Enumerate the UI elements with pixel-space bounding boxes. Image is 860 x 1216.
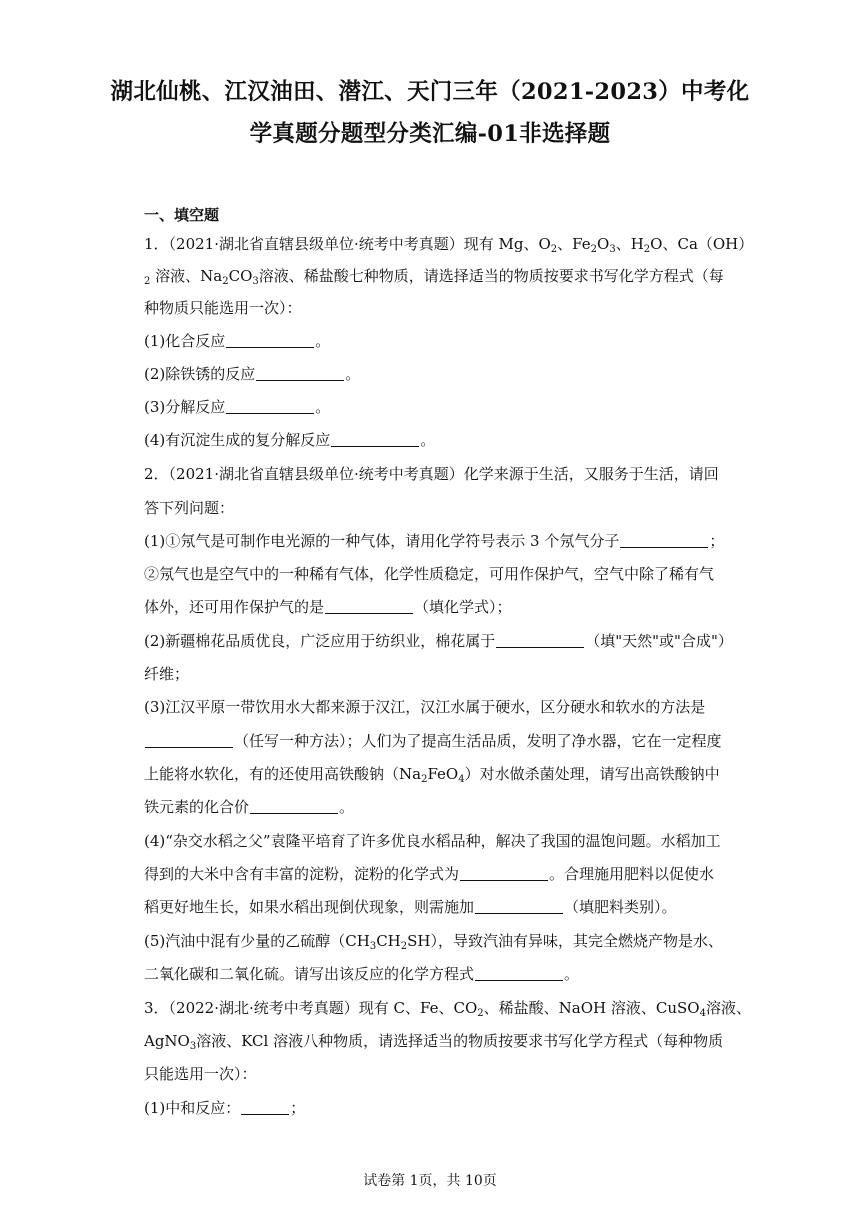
q1-line3: 种物质只能选用一次）： — [144, 299, 302, 317]
q2-line15: (5)汽油中混有少量的乙硫醇$(CH_3CH_2SH)$，导致汽油有异味，其完全燃烧产物是水、 — [144, 932, 723, 952]
answer-blank[interactable] — [250, 798, 338, 814]
q2-line7: 纤维； — [144, 665, 190, 683]
q2-line9: （任写一种方法）；人们为了提高生活品质，发明了净水器，它在一定程度 — [144, 731, 716, 751]
doc-title-line1: 湖北仙桃、江汉油田、潜江、天门三年（2021-2023）中考化 — [110, 79, 750, 105]
answer-blank[interactable] — [241, 1099, 289, 1115]
q2-line14: 稻更好地生长，如果水稻出现倒伏现象，则需施加 （填肥料类别）。 — [144, 898, 677, 916]
answer-blank[interactable] — [460, 865, 548, 881]
page-footer: 试卷第 1页，共 10页 — [363, 1173, 497, 1189]
answer-blank[interactable] — [620, 532, 708, 548]
section-heading: 一、填空题 — [144, 206, 220, 224]
answer-blank[interactable] — [475, 965, 563, 981]
q3-line2: AgNO$_3$溶液、KCl 溶液八种物质，请选择适当的物质按要求书写化学方程式（每种物质 — [144, 1032, 724, 1052]
q2-line4: ②氖气也是空气中的一种稀有气体，化学性质稳定，可用作保护气，空气中除了稀有气 — [144, 565, 715, 583]
doc-title-line2: 学真题分题型分类汇编-01非选择题 — [249, 121, 611, 147]
q1-part2: (2)除铁锈的反应 。 — [144, 365, 361, 383]
q2-line12: (4)“杂交水稻之父”袁隆平培育了许多优良水稻品种，解决了我国的温饱问题。水稻加工 — [144, 832, 721, 850]
q1-part3: (3)分解反应 。 — [144, 398, 331, 416]
q2-line6: (2)新疆棉花品质优良，广泛应用于纺织业，棉花属于 （填"天然"或"合成"） — [144, 632, 733, 650]
q1-part4: (4)有沉淀生成的复分解反应 。 — [144, 431, 436, 449]
answer-blank[interactable] — [226, 398, 314, 414]
q3-line1: 3．（2022·湖北·统考中考真题）现有 C、Fe、$CO_2$、稀盐酸、NaOH 溶液、CuSO$_4$溶液、 — [144, 999, 751, 1019]
q2-line11: 铁元素的化合价 。 — [144, 798, 355, 816]
q2-line13: 得到的大米中含有丰富的淀粉，淀粉的化学式为 。合理施用肥料以促使水 — [144, 865, 715, 883]
q2-line10: 上能将水软化，有的还使用高铁酸钠$(Na_2FeO_4)$对水做杀菌处理，请写出高铁酸钠中 — [144, 765, 720, 785]
answer-blank[interactable] — [145, 732, 233, 748]
q1-line2: $_2$ 溶液、$Na_2CO_3$溶液、稀盐酸七种物质，请选择适当的物质按要求书写化学方程式（每 — [144, 267, 724, 287]
q1-line1: 1．（2021·湖北省直辖县级单位·统考中考真题）现有 Mg、$O_2$、$Fe_2O_3$、$H_2O$、Ca（OH） — [144, 235, 754, 255]
answer-blank[interactable] — [325, 598, 413, 614]
answer-blank[interactable] — [331, 431, 419, 447]
answer-blank[interactable] — [496, 632, 584, 648]
answer-blank[interactable] — [226, 332, 314, 348]
q2-line3: (1)①氖气是可制作电光源的一种气体，请用化学符号表示 3 个氖气分子 ； — [144, 532, 725, 550]
q2-line8: (3)江汉平原一带饮用水大都来源于汉江，汉江水属于硬水，区分硬水和软水的方法是 — [144, 698, 706, 716]
answer-blank[interactable] — [256, 365, 344, 381]
q1-part1: (1)化合反应 。 — [144, 332, 331, 350]
q2-line1: 2．（2021·湖北省直辖县级单位·统考中考真题）化学来源于生活，又服务于生活，请回 — [144, 465, 719, 483]
q2-line2: 答下列问题： — [144, 499, 235, 517]
q3-part1: (1)中和反应： ； — [144, 1099, 306, 1117]
q2-line5: 体外，还可用作保护气的是 （填化学式）； — [144, 598, 512, 616]
answer-blank[interactable] — [475, 898, 563, 914]
q3-line3: 只能选用一次）： — [144, 1065, 257, 1083]
q2-line16: 二氧化碳和二氧化硫。请写出该反应的化学方程式 。 — [144, 965, 580, 983]
